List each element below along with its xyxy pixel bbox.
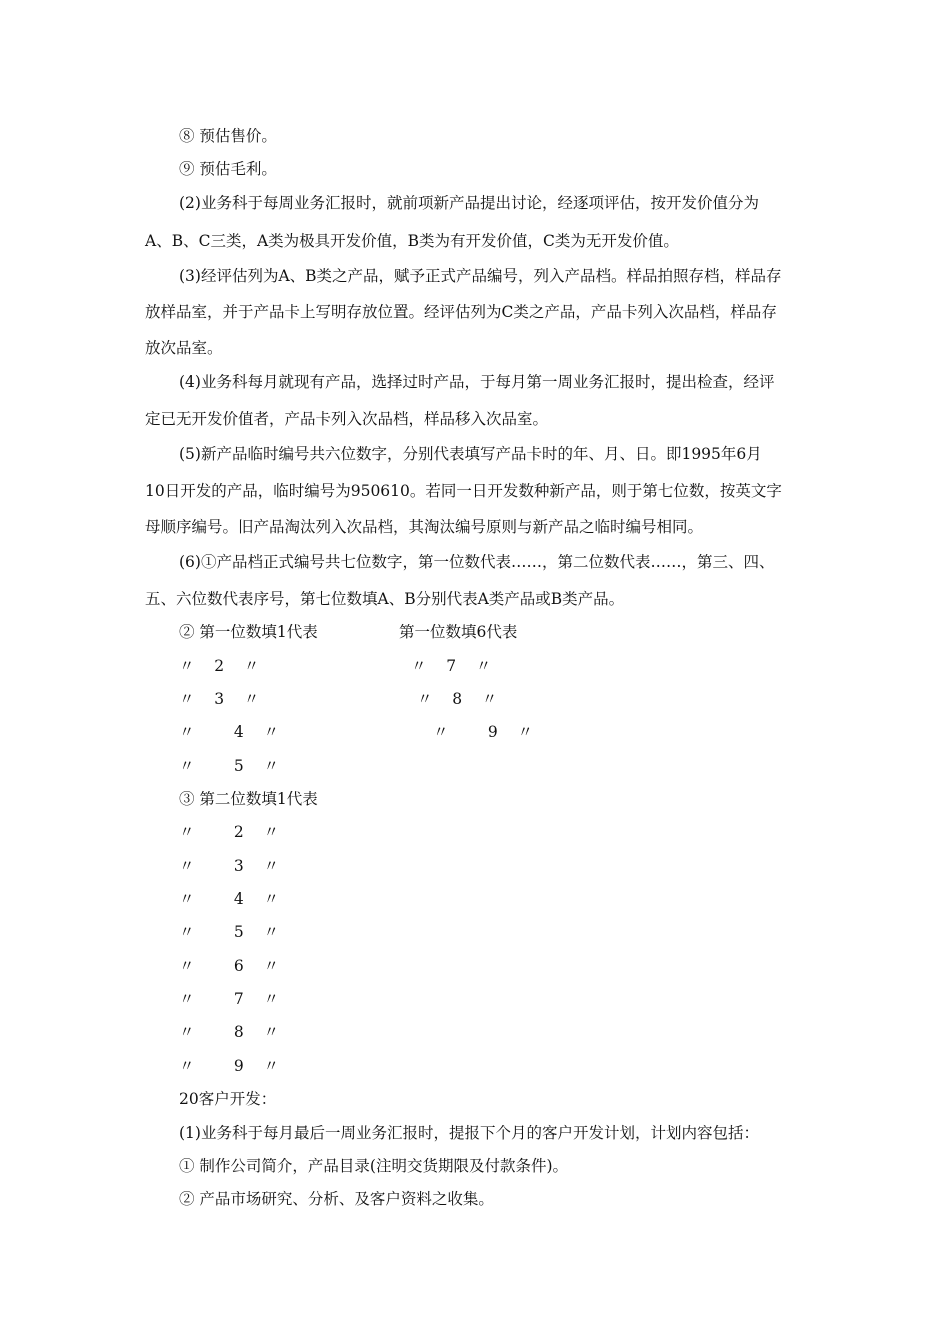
paragraph-2-line-1: (2)业务科于每周业务汇报时，就前项新产品提出讨论，经逐项评估，按开发价值分为 <box>179 194 759 212</box>
paragraph-5-line-3: 母顺序编号。旧产品淘汰列入次品档，其淘汰编号原则与新产品之临时编号相同。 <box>145 518 704 536</box>
first-digit-6-label: 第一位数填6代表 <box>399 623 518 641</box>
paragraph-4-line-2: 定已无开发价值者，产品卡列入次品档，样品移入次品室。 <box>145 410 549 428</box>
first-digit-8-row: 〃 8 〃 <box>417 690 498 708</box>
second-digit-6-row: 〃 6 〃 <box>179 957 279 975</box>
list-item-9: ⑨ 预估毛利。 <box>179 160 277 178</box>
paragraph-6-line-1: (6)①产品档正式编号共七位数字，第一位数代表……，第二位数代表……，第三、四、 <box>179 553 775 571</box>
paragraph-6-line-2: 五、六位数代表序号，第七位数填A、B分别代表A类产品或B类产品。 <box>145 590 625 608</box>
customer-paragraph-1: (1)业务科于每月最后一周业务汇报时，提报下个月的客户开发计划，计划内容包括： <box>179 1124 759 1142</box>
second-digit-8-row: 〃 8 〃 <box>179 1023 279 1041</box>
paragraph-5-line-1: (5)新产品临时编号共六位数字，分别代表填写产品卡时的年、月、日。即1995年6月 <box>179 445 762 463</box>
second-digit-1-label: ③ 第二位数填1代表 <box>179 790 318 808</box>
paragraph-5-line-2: 10日开发的产品，临时编号为950610。若同一日开发数种新产品，则于第七位数，按英文字 <box>145 482 782 500</box>
paragraph-4-line-1: (4)业务科每月就现有产品，选择过时产品，于每月第一周业务汇报时，提出检查，经评 <box>179 373 775 391</box>
second-digit-5-row: 〃 5 〃 <box>179 923 279 941</box>
second-digit-9-row: 〃 9 〃 <box>179 1057 279 1075</box>
second-digit-7-row: 〃 7 〃 <box>179 990 279 1008</box>
second-digit-2-row: 〃 2 〃 <box>179 823 279 841</box>
paragraph-2-line-2: A、B、C三类，A类为极具开发价值，B类为有开发价值，C类为无开发价值。 <box>145 232 679 250</box>
first-digit-4-row: 〃 4 〃 <box>179 723 279 741</box>
first-digit-5-row: 〃 5 〃 <box>179 757 279 775</box>
customer-list-item-1: ① 制作公司简介，产品目录(注明交货期限及付款条件)。 <box>179 1157 569 1175</box>
first-digit-9-row: 〃 9 〃 <box>433 723 533 741</box>
first-digit-7-row: 〃 7 〃 <box>411 657 492 675</box>
first-digit-1-label: ② 第一位数填1代表 <box>179 623 318 641</box>
section-heading-customer-development: 20客户开发： <box>179 1090 277 1108</box>
paragraph-3-line-3: 放次品室。 <box>145 339 223 357</box>
first-digit-2-row: 〃 2 〃 <box>179 657 260 675</box>
second-digit-4-row: 〃 4 〃 <box>179 890 279 908</box>
paragraph-3-line-2: 放样品室，并于产品卡上写明存放位置。经评估列为C类之产品，产品卡列入次品档，样品存 <box>145 303 777 321</box>
second-digit-3-row: 〃 3 〃 <box>179 857 279 875</box>
customer-list-item-2: ② 产品市场研究、分析、及客户资料之收集。 <box>179 1190 494 1208</box>
paragraph-3-line-1: (3)经评估列为A、B类之产品，赋予正式产品编号，列入产品档。样品拍照存档，样品存 <box>179 267 782 285</box>
list-item-8: ⑧ 预估售价。 <box>179 127 277 145</box>
first-digit-3-row: 〃 3 〃 <box>179 690 260 708</box>
